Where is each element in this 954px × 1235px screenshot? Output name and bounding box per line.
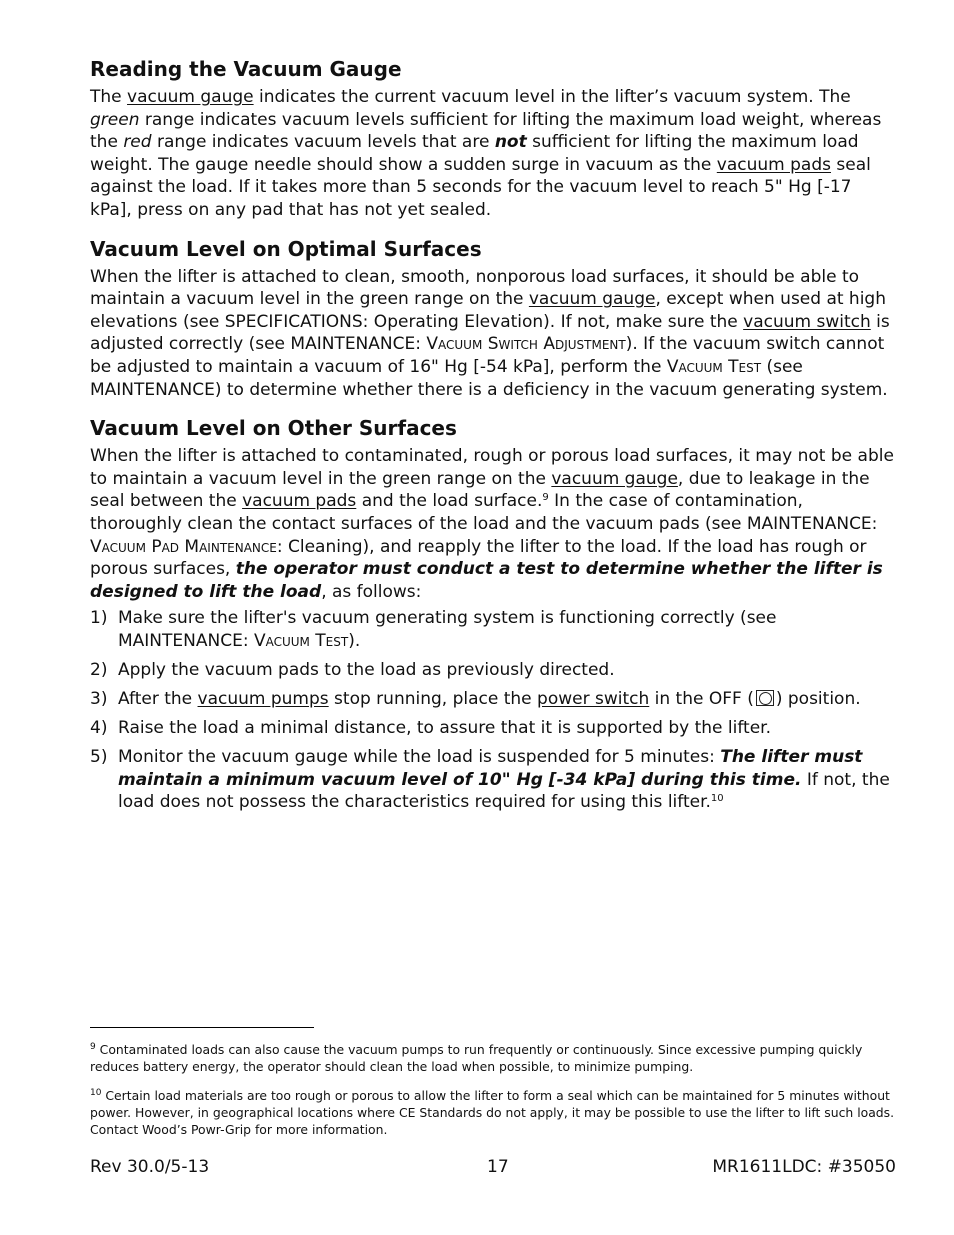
text: The bbox=[90, 87, 128, 107]
footnote-number: 9 bbox=[90, 1042, 96, 1052]
power-off-symbol-icon bbox=[756, 690, 774, 706]
not-emphasis: not bbox=[494, 132, 527, 153]
minimum-vacuum-emphasis: The lifter must maintain a minimum vacuum level of 10" Hg [-34 kPa] during this time. bbox=[118, 747, 863, 790]
heading-other-surfaces: Vacuum Level on Other Surfaces bbox=[90, 416, 457, 441]
text: Monitor the vacuum gauge while the load is suspended for 5 minutes: bbox=[118, 747, 721, 768]
test-steps-list bbox=[90, 607, 896, 814]
ref-vacuum-switch-adjustment: Vacuum Switch Adjustment bbox=[426, 334, 626, 355]
paragraph-optimal-surfaces bbox=[90, 266, 896, 402]
document-number: MR1611LDC: #35050 bbox=[712, 1157, 896, 1177]
text: range indicates vacuum levels sufficient for lifting the maximum load weight, whereas the bbox=[90, 109, 882, 153]
section-other-surfaces bbox=[90, 415, 896, 814]
ref-vacuum-test: Vacuum Test bbox=[253, 630, 349, 651]
text: ). bbox=[348, 630, 361, 651]
link-vacuum-pads[interactable]: vacuum pads bbox=[716, 154, 831, 175]
text: ). If the vacuum switch cannot be adjusted to maintain a vacuum of 16" Hg [-54 kPa], perform the bbox=[90, 334, 885, 377]
section-optimal-surfaces bbox=[90, 236, 896, 402]
footnote-number: 10 bbox=[90, 1088, 102, 1098]
text: stop running, place the bbox=[328, 689, 538, 710]
ref-vacuum-test: Vacuum Test bbox=[666, 356, 762, 377]
footnote-text: Contaminated loads can also cause the vacuum pumps to run frequently or continuously. Since excessive pumping quickly reduces battery energy, the operator should clean the load when possible, to minimize pumping. bbox=[90, 1042, 863, 1074]
link-vacuum-pumps[interactable]: vacuum pumps bbox=[197, 689, 329, 710]
text: , due to leakage in the seal between the bbox=[90, 468, 870, 512]
list-item bbox=[90, 659, 896, 682]
step-number: 3) bbox=[90, 689, 108, 710]
text: Apply the vacuum pads to the load as previously directed. bbox=[118, 659, 615, 680]
text: range indicates vacuum levels that are bbox=[151, 132, 495, 153]
text: Make sure the lifter's vacuum generating system is functioning correctly (see MAINTENANCE: bbox=[118, 608, 777, 651]
heading-reading-gauge: Reading the Vacuum Gauge bbox=[90, 57, 402, 81]
revision-label: Rev 30.0/5-13 bbox=[90, 1157, 210, 1177]
step-number: 5) bbox=[90, 747, 108, 768]
footnote-10 bbox=[90, 1087, 900, 1138]
text: Raise the load a minimal distance, to assure that it is supported by the lifter. bbox=[118, 718, 772, 739]
footnote-ref-9[interactable]: 9 bbox=[542, 492, 549, 504]
red-term: red bbox=[123, 132, 152, 153]
green-term: green bbox=[90, 109, 140, 130]
footnote-ref-10[interactable]: 10 bbox=[710, 793, 724, 805]
text: After the bbox=[118, 689, 198, 710]
footnote-9 bbox=[90, 1041, 900, 1075]
footnote-text: Certain load materials are too rough or porous to allow the lifter to form a seal which can be maintained for 5 minutes without power. However, in geographical locations where CE Standards do not apply, it may be possible to use the lifter to lift such loads. Contact Wood’s Powr-Grip for more information. bbox=[90, 1088, 895, 1137]
list-item bbox=[90, 746, 896, 814]
text: , as follows: bbox=[321, 581, 422, 602]
text: in the OFF ( bbox=[649, 689, 754, 710]
text: is adjusted correctly (see MAINTENANCE: bbox=[90, 311, 890, 355]
text: ) position. bbox=[775, 689, 861, 710]
link-vacuum-pads[interactable]: vacuum pads bbox=[242, 491, 357, 512]
text: sufficient for lifting the maximum load weight. The gauge needle should show a sudden surge in vacuum as the bbox=[90, 132, 859, 175]
paragraph-other-surfaces bbox=[90, 445, 896, 603]
text: If not, the load does not possess the characteristics required for using this lifter. bbox=[118, 769, 890, 813]
footnote-separator bbox=[90, 1027, 314, 1028]
heading-optimal-surfaces: Vacuum Level on Optimal Surfaces bbox=[90, 236, 482, 261]
list-item bbox=[90, 717, 896, 740]
text: and the load surface. bbox=[356, 491, 543, 512]
paragraph-reading-gauge bbox=[90, 86, 896, 222]
text: When the lifter is attached to clean, smooth, nonporous load surfaces, it should be able to maintain a vacuum level in the green range on the bbox=[90, 266, 860, 310]
text: : Cleaning), and reapply the lifter to the load. If the load has rough or porous surfaces, bbox=[90, 536, 867, 580]
list-item bbox=[90, 607, 896, 652]
ref-vacuum-pad-maintenance: Vacuum Pad Maintenance bbox=[90, 536, 277, 557]
link-vacuum-gauge[interactable]: vacuum gauge bbox=[528, 289, 656, 310]
link-power-switch[interactable]: power switch bbox=[537, 689, 650, 710]
link-vacuum-gauge[interactable]: vacuum gauge bbox=[127, 87, 254, 107]
text: In the case of contamination, thoroughly clean the contact surfaces of the load and the vacuum pads (see MAINTENANCE: bbox=[90, 491, 878, 534]
link-vacuum-switch[interactable]: vacuum switch bbox=[743, 311, 871, 332]
text: indicates the current vacuum level in the lifter’s vacuum system. The bbox=[253, 87, 851, 107]
text: seal against the load. If it takes more than 5 seconds for the vacuum level to reach 5" Hg [-17 kPa], press on any pad that has not yet sealed. bbox=[90, 154, 871, 220]
step-number: 4) bbox=[90, 718, 108, 739]
operator-test-emphasis: the operator must conduct a test to determine whether the lifter is designed to lift the load bbox=[90, 559, 883, 602]
page-content bbox=[90, 56, 896, 828]
text: When the lifter is attached to contaminated, rough or porous load surfaces, it may not be able to maintain a vacuum level in the green range on the bbox=[90, 446, 894, 489]
step-number: 1) bbox=[90, 608, 108, 629]
step-number: 2) bbox=[90, 659, 108, 680]
link-vacuum-gauge[interactable]: vacuum gauge bbox=[551, 468, 678, 489]
list-item bbox=[90, 688, 896, 711]
text: , except when used at high elevations (see SPECIFICATIONS: Operating Elevation). If not, make sure the bbox=[90, 289, 886, 332]
page-number: 17 bbox=[487, 1157, 509, 1177]
section-reading-gauge bbox=[90, 56, 896, 222]
text: (see MAINTENANCE) to determine whether there is a deficiency in the vacuum generating system. bbox=[90, 356, 888, 400]
